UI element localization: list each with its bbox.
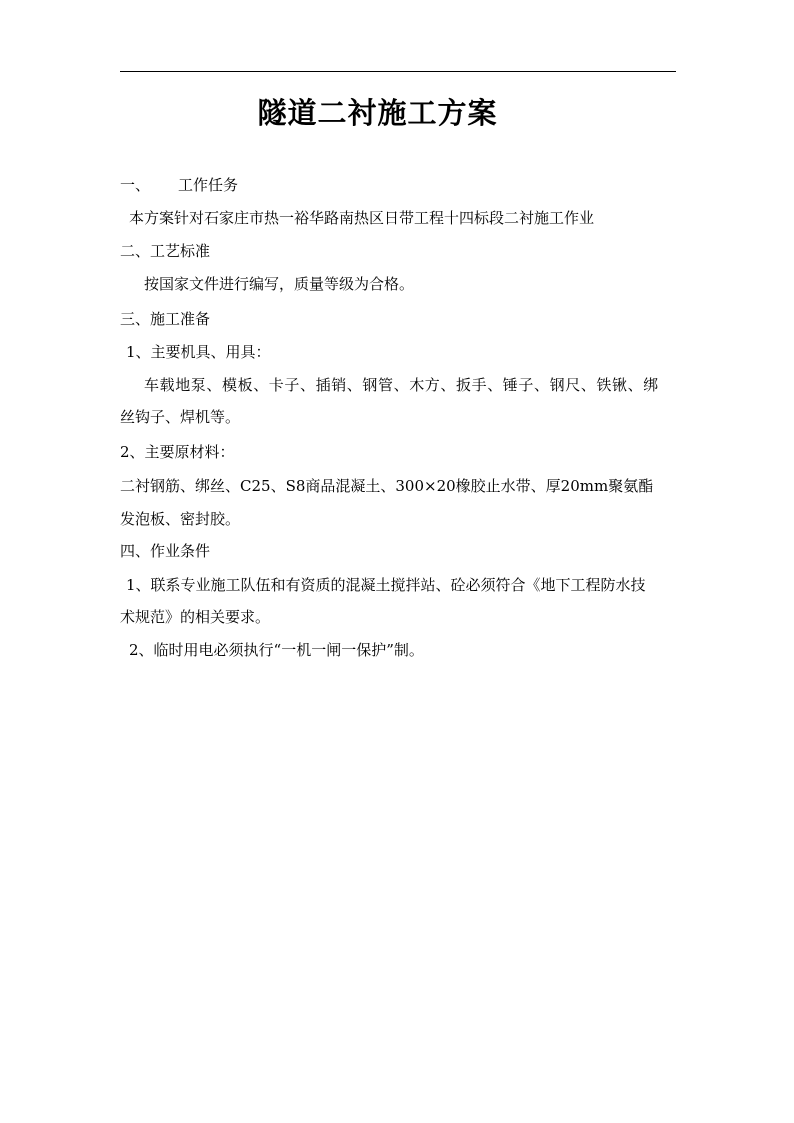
- section-3-sub1-heading: 1、主要机具、用具：: [126, 343, 271, 361]
- section-3-sub1-body-line2: 丝钩子、焊机等。: [120, 408, 241, 426]
- section-1-body: 本方案针对石家庄市热一裕华路南热区日带工程十四标段二衬施工作业: [129, 209, 595, 227]
- section-4-item1-line2: 术规范》的相关要求。: [120, 608, 271, 626]
- section-3-sub2-heading: 2、主要原材料：: [120, 443, 235, 461]
- section-4-item2: 2、临时用电必须执行“一机一闸一保护”制。: [129, 641, 424, 659]
- section-1-number: 一、: [120, 176, 151, 194]
- section-2-heading: 二、工艺标准: [120, 242, 211, 260]
- document-title: 隧道二衬施工方案: [257, 96, 498, 130]
- section-2-body: 按国家文件进行编写，质量等级为合格。: [144, 275, 415, 293]
- section-3-heading: 三、施工准备: [120, 310, 211, 328]
- section-3-sub2-body-line2: 发泡板、密封胶。: [120, 510, 241, 528]
- section-3-sub1-body-line1: 车载地泵、模板、卡子、插销、钢管、木方、扳手、锤子、钢尺、铁锹、绑: [144, 376, 659, 394]
- section-4-heading: 四、作业条件: [120, 542, 211, 560]
- section-1-title: 工作任务: [178, 176, 239, 194]
- section-1-heading: [120, 175, 238, 195]
- section-4-item1-line1: 1、联系专业施工队伍和有资质的混凝土搅拌站、砼必须符合《地下工程防水技: [126, 576, 646, 594]
- section-3-sub2-body-line1: 二衬钢筋、绑丝、C25、S8商品混凝土、300×20橡胶止水带、厚20mm聚氨酯: [120, 477, 654, 495]
- header-rule: [120, 71, 676, 72]
